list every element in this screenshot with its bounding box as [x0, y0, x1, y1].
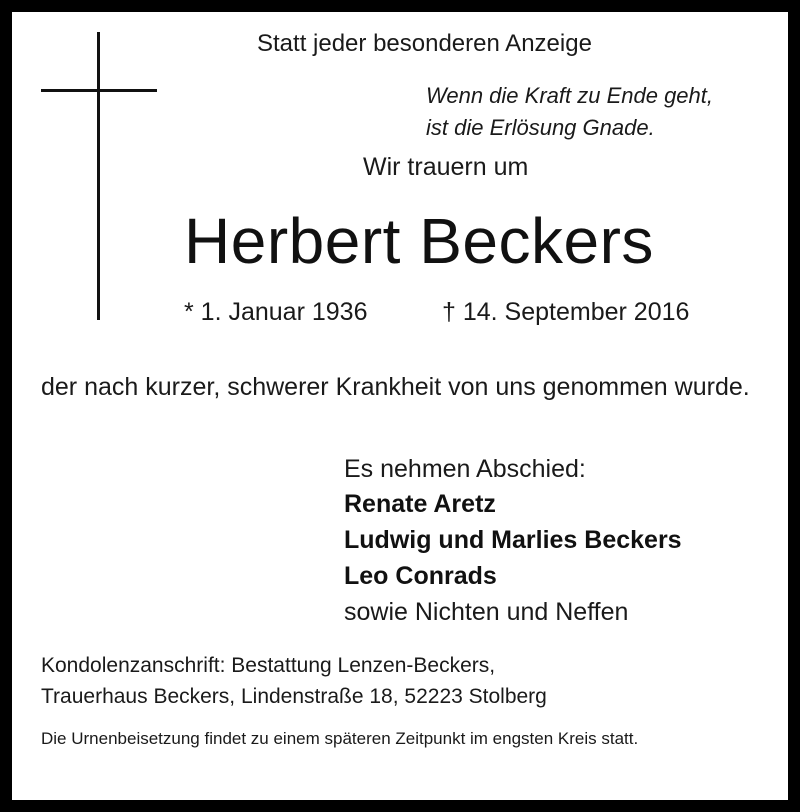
mourning-intro: Wir trauern um: [363, 153, 529, 181]
cross-horizontal-bar: [41, 89, 157, 92]
quote-line-1: Wenn die Kraft zu Ende geht,: [426, 83, 713, 108]
mourner-name: Leo Conrads: [344, 562, 497, 590]
relatives-line: sowie Nichten und Neffen: [344, 598, 629, 626]
body-text: der nach kurzer, schwerer Krankheit von uns genommen wurde.: [41, 373, 750, 401]
mourner-name: Renate Aretz: [344, 490, 496, 518]
funeral-note: Die Urnenbeisetzung findet zu einem späteren Zeitpunkt im engsten Kreis statt.: [41, 729, 639, 748]
farewell-intro: Es nehmen Abschied:: [344, 455, 586, 483]
condolence-line: Trauerhaus Beckers, Lindenstraße 18, 52223 Stolberg: [41, 685, 547, 708]
notice-header: Statt jeder besonderen Anzeige: [257, 30, 592, 57]
quote-line-2: ist die Erlösung Gnade.: [426, 115, 655, 140]
deceased-name: Herbert Beckers: [184, 205, 654, 277]
condolence-line: Kondolenzanschrift: Bestattung Lenzen-Beckers,: [41, 654, 496, 677]
cross-vertical-bar: [97, 32, 100, 320]
mourner-name: Ludwig und Marlies Beckers: [344, 526, 682, 554]
death-date: † 14. September 2016: [442, 298, 690, 326]
condolence-address: [41, 650, 547, 712]
birth-date: * 1. Januar 1936: [184, 298, 368, 326]
